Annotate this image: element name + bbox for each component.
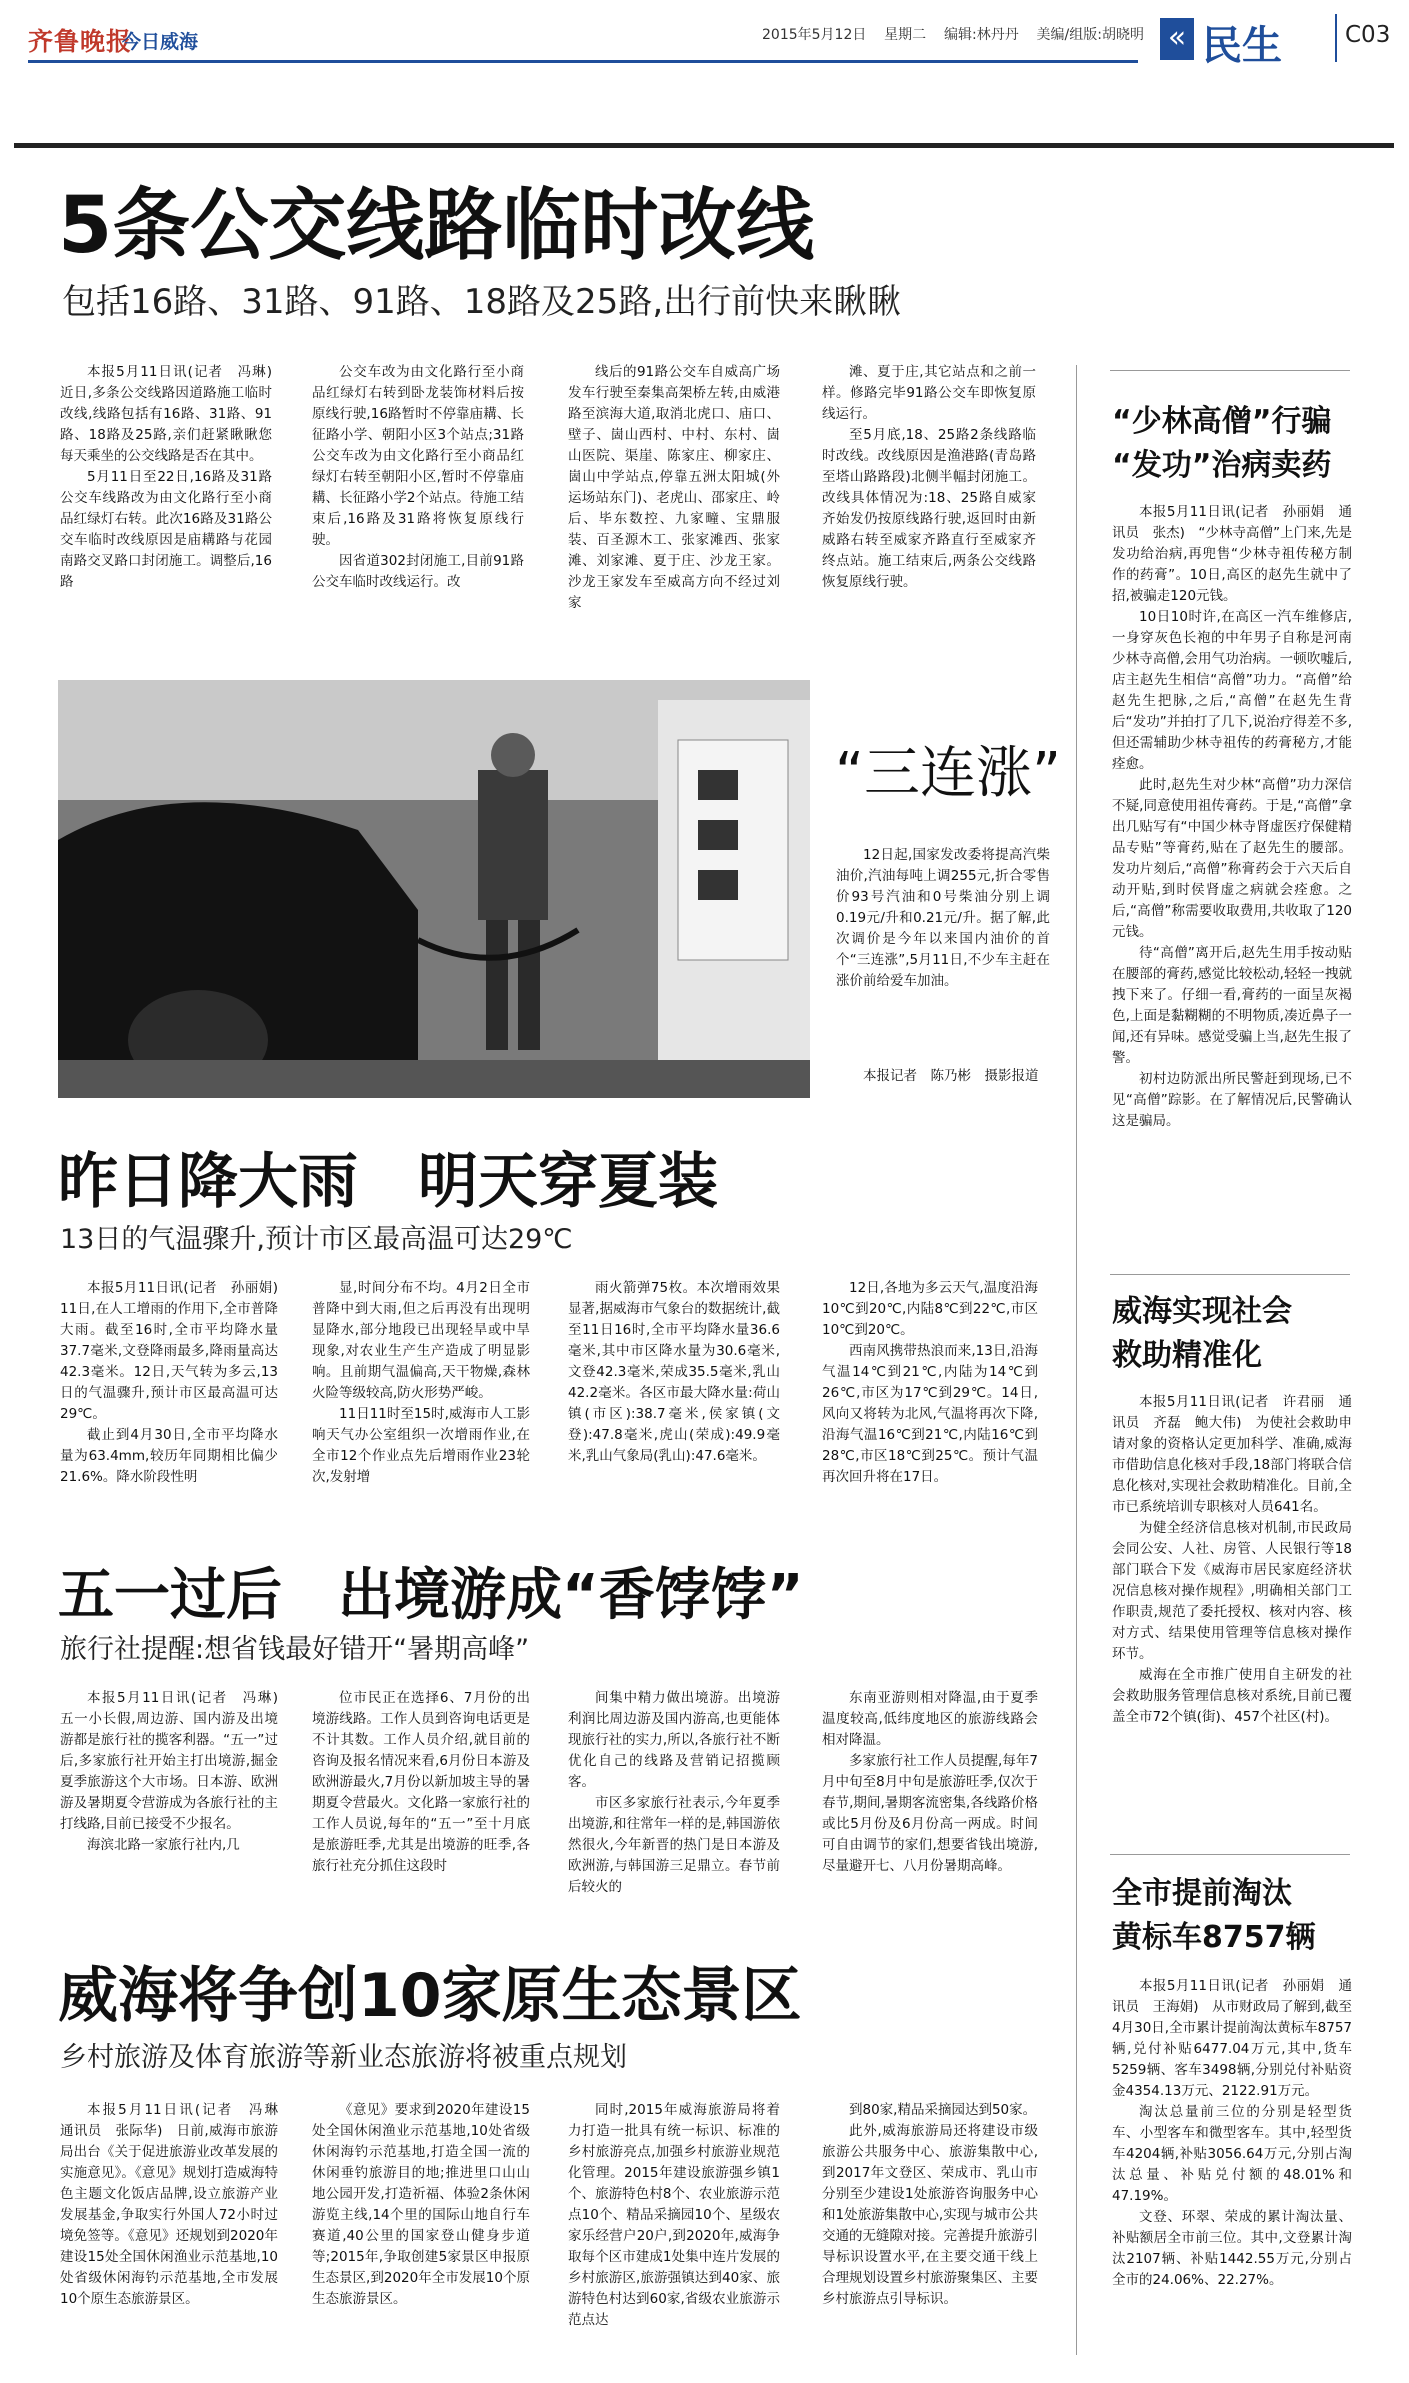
bus-column-3: 线后的91路公交车自威高广场发车行驶至秦集高架桥左转,由威港路至滨海大道,取消北虎口、庙口、壁子、崮山西村、中村、东村、崮山医院、渠崖、陈家庄、柳家庄、崮山中学站点,停靠五洲太阳城(外运场站东门)、老虎山、邵家庄、岭后、毕东数控、九家疃、宝鼎服装、百圣源木工、张家滩西、张家滩、刘家滩、夏于庄、沙龙王家。沙龙王家发车至威高方向不经过刘家 xyxy=(568,364,780,611)
fuel-credit: 本报记者 陈乃彬 摄影报道 xyxy=(863,1068,1039,1084)
weather-column-3: 雨火箭弹75枚。本次增雨效果显著,据威海市气象台的数据统计,截至11日16时,全市平均降水量36.6毫米,其中市区降水量为30.6毫米,文登42.3毫米,荣成35.5毫米,乳山42.2毫米。各区市最大降水量:荷山镇(市区):38.7毫米,侯家镇(文登):47.8毫米,虎山(荣成):49.9毫米,乳山气象局(乳山):47.6毫米。 xyxy=(568,1280,780,1464)
weather-headline: 昨日降大雨 明天穿夏装 xyxy=(58,1147,718,1217)
scenic-headline: 威海将争创10家原生态景区 xyxy=(58,1961,802,2031)
relief-headline: 威海实现社会 救助精准化 xyxy=(1112,1294,1292,1373)
page-number: C03 xyxy=(1345,22,1391,48)
bus-headline: 5条公交线路临时改线 xyxy=(58,181,815,271)
fuel-headline: “三连涨” xyxy=(835,741,1062,806)
travel-headline: 五一过后 出境游成“香饽饽” xyxy=(58,1563,804,1628)
edition-name: 今日威海 xyxy=(122,31,199,53)
relief-body: 本报5月11日讯(记者 许君丽 通讯员 齐磊 鲍大伟) 为使社会救助申请对象的资格认定更加科学、准确,威海市借助信息化核对手段,18部门将联合信息化核对,实现社会救助精准化。目前,全市已系统培训专职核对人员641名。 为健全经济信息核对机制,市民政局会同公安、人社、房管、人民银行等18部门联合下发《威海市居民家庭经济状况信息核对操作规程》,明确相关部门工作职责,规范了委托授权、核对内容、核对方式、结果使用管理等信息核对操作环节。 威海在全市推广使用自主研发的社会救助服务管理信息核对系统,目前已覆盖全市72个镇(街)、457个社区(村)。 xyxy=(1112,1394,1352,1725)
bus-column-1: 本报5月11日讯(记者 冯琳) 近日,多条公交线路因道路施工临时改线,线路包括有16路、31路、91路、18路及25路,亲们赶紧瞅瞅您每天乘坐的公交线路是否在其中。 5月11日至22日,16路及31路公交车线路改为由文化路行至小商品红绿灯右转。此次16路及31路公交车临时改线原因是庙耩路与花园南路交叉路口封闭施工。调整后,16路 xyxy=(60,364,286,590)
sidebar-shaolin-rule xyxy=(1110,370,1350,371)
top-rule xyxy=(14,143,1394,148)
masthead xyxy=(0,0,1409,80)
travel-column-2: 位市民正在选择6、7月份的出境游线路。工作人员到咨询电话更是不计其数。工作人员介绍,就目前的咨询及报名情况来看,6月份日本游及欧洲游最火,7月份以新加坡主导的暑期夏令营最火。文化路一家旅行社的工作人员说,每年的“五一”至十月底是旅游旺季,尤其是出境游的旺季,各旅行社充分抓住这段时 xyxy=(312,1690,530,1874)
sidebar-relief-rule xyxy=(1110,1274,1350,1275)
issue-date: 2015年5月12日 xyxy=(762,27,867,43)
page-divider xyxy=(1335,14,1337,62)
weather-column-4: 12日,各地为多云天气,温度沿海10℃到20℃,内陆8℃到22℃,市区10℃到20℃。 西南风携带热浪而来,13日,沿海气温14℃到21℃,内陆为14℃到26℃,市区为17℃到29℃。14日,风向又将转为北风,气温将再次下降,沿海气温16℃到21℃,内陆16℃到28℃,市区18℃到25℃。预计气温再次回升将在17日。 xyxy=(822,1280,1038,1485)
scenic-column-4: 到80家,精品采摘园达到50家。 此外,威海旅游局还将建设市级旅游公共服务中心、旅游集散中心,到2017年文登区、荣成市、乳山市分别至少建设1处旅游咨询服务中心和1处旅游集散中心,实现与城市公共交通的无缝隙对接。完善提升旅游引导标识设置水平,在主要交通干线上合理规划设置乡村旅游聚集区、主要乡村旅游点引导标识。 xyxy=(822,2102,1038,2307)
weather-subheadline: 13日的气温骤升,预计市区最高温可达29℃ xyxy=(60,1224,573,1255)
scenic-subheadline: 乡村旅游及体育旅游等新业态旅游将被重点规划 xyxy=(60,2042,627,2073)
shaolin-body: 本报5月11日讯(记者 孙丽娟 通讯员 张杰) “少林寺高僧”上门来,先是发功给治病,再兜售“少林寺祖传秘方制作的药膏”。10日,高区的赵先生就中了招,被骗走120元钱。 10日10时许,在高区一汽车维修店,一身穿灰色长袍的中年男子自称是河南少林寺高僧,会用气功治病。一顿吹嘘后,店主赵先生相信“高僧”功力。“高僧”给赵先生把脉,之后,“高僧”在赵先生背后“发功”并拍打了几下,说治疗得差不多,但还需辅助少林寺祖传的药膏秘方,才能痊愈。 此时,赵先生对少林“高僧”功力深信不疑,同意使用祖传膏药。于是,“高僧”拿出几贴写有“中国少林寺肾虚医疗保健精品专贴”等膏药,贴在了赵先生的腰部。发功片刻后,“高僧”称膏药会于六天后自动开贴,到时侯肾虚之病就会痊愈。之后,“高僧”称需要收取费用,共收取了120元钱。 待“高僧”离开后,赵先生用手按动贴在腰部的膏药,感觉比较松动,轻轻一拽就拽下来了。仔细一看,膏药的一面呈灰褐色,上面是黏糊糊的不明物质,凑近鼻子一闻,还有异味。感觉受骗上当,赵先生报了警。 初村边防派出所民警赶到现场,已不见“高僧”踪影。在了解情况后,民警确认这是骗局。 xyxy=(1112,504,1352,1129)
fuel-body: 12日起,国家发改委将提高汽柴油价,汽油每吨上调255元,折合零售价93号汽油和0号柴油分别上调0.19元/升和0.21元/升。据了解,此次调价是今年以来国内油价的首个“三连涨”,5月11日,不少车主赶在涨价前给爱车加油。 xyxy=(836,847,1050,989)
cars-headline: 全市提前淘汰 黄标车8757辆 xyxy=(1112,1876,1316,1955)
scenic-column-3: 同时,2015年威海旅游局将着力打造一批具有统一标识、标准的乡村旅游亮点,加强乡村旅游业规范化管理。2015年建设旅游强乡镇1个、旅游特色村8个、农业旅游示范点10个、精品采摘园10个、星级农家乐经营户20户,到2020年,威海争取每个区市建成1处集中连片发展的乡村旅游区,旅游强镇达到40家、旅游特色村达到60家,省级农业旅游示范点达 xyxy=(568,2102,780,2328)
photo-illustration xyxy=(58,680,810,1098)
cars-body: 本报5月11日讯(记者 孙丽娟 通讯员 王海娟) 从市财政局了解到,截至4月30日,全市累计提前淘汰黄标车8757辆,兑付补贴6477.04万元,其中,货车5259辆、客车3498辆,分别兑付补贴资金4354.13万元、2122.91万元。 淘汰总量前三位的分别是轻型货车、小型客车和微型客车。其中,轻型货车4204辆,补贴3056.64万元,分别占淘汰总量、补贴兑付额的48.01%和47.19%。 文登、环翠、荣成的累计淘汰量、补贴额居全市前三位。其中,文登累计淘汰2107辆、补贴1442.55万元,分别占全市的24.06%、22.27%。 xyxy=(1112,1978,1352,2288)
bus-subheadline: 包括16路、31路、91路、18路及25路,出行前快来瞅瞅 xyxy=(62,282,902,322)
travel-column-1: 本报5月11日讯(记者 冯琳) 五一小长假,周边游、国内游及出境游都是旅行社的揽客利器。“五一”过后,多家旅行社开始主打出境游,掘金夏季旅游这个大市场。日本游、欧洲游及暑期夏令营游成为各旅行社的主打线路,目前已接受不少报名。 海滨北路一家旅行社内,几 xyxy=(60,1690,292,1853)
scenic-column-1: 本报5月11日讯(记者 冯琳 通讯员 张际华) 日前,威海市旅游局出台《关于促进旅游业改革发展的实施意见》。《意见》规划打造威海特色主题文化饭店品牌,设立旅游产业发展基金,争取实行外国人72小时过境免签等。《意见》还规划到2020年建设15处全国休闲渔业示范基地,10处省级休闲海钓示范基地,全市发展10个原生态旅游景区。 xyxy=(60,2102,292,2307)
section-name: 民生 xyxy=(1202,23,1282,69)
travel-column-4: 东南亚游则相对降温,由于夏季温度较高,低纬度地区的旅游线路会相对降温。 多家旅行社工作人员提醒,每年7月中旬至8月中旬是旅游旺季,仅次于春节,期间,暑期客流密集,各线路价格或比5月份及6月份高一两成。时间可自由调节的家们,想要省钱出境游,尽量避开七、八月份暑期高峰。 xyxy=(822,1690,1038,1874)
shaolin-headline: “少林高僧”行骗 “发功”治病卖药 xyxy=(1112,404,1332,483)
bus-column-2: 公交车改为由文化路行至小商品红绿灯右转到卧龙装饰材料后按原线行驶,16路暂时不停靠庙耩、长征路小学、朝阳小区3个站点;31路公交车改为由文化路行至小商品红绿灯右转至朝阳小区,暂时不停靠庙耩、长征路小学2个站点。待施工结束后,16路及31路将恢复原线行驶。 因省道302封闭施工,目前91路公交车临时改线运行。改 xyxy=(312,364,524,590)
editor: 编辑:林丹丹 xyxy=(943,27,1019,43)
double-chevron-icon: « xyxy=(1160,18,1194,60)
scenic-column-2: 《意见》要求到2020年建设15处全国休闲渔业示范基地,10处省级休闲海钓示范基地,打造全国一流的休闲垂钓旅游目的地;推进里口山山地公园开发,打造祈福、体验2条休闲游览主线,14个里的国际山地自行车赛道,40公里的国家登山健身步道等;2015年,争取创建5家景区申报原生态景区,到2020年全市发展10个原生态旅游景区。 xyxy=(312,2102,530,2307)
gas-station-photo xyxy=(58,680,810,1098)
designer: 美编/组版:胡晓明 xyxy=(1036,27,1144,43)
issue-meta xyxy=(762,24,1144,44)
bus-column-4: 滩、夏于庄,其它站点和之前一样。修路完毕91路公交车即恢复原线运行。 至5月底,18、25路2条线路临时改线。改线原因是渔港路(青岛路至塔山路路段)北侧半幅封闭施工。改线具体情况为:18、25路自威家齐始发仍按原线路行驶,返回时由新威路右转至威家齐路直行至威家齐终点站。施工结束后,两条公交线路恢复原线行驶。 xyxy=(822,364,1036,590)
issue-weekday: 星期二 xyxy=(884,27,927,43)
masthead-rule xyxy=(28,60,1138,63)
sidebar-cars-rule xyxy=(1110,1854,1350,1855)
paper-logo: 齐鲁晚报 xyxy=(28,27,133,56)
weather-column-1: 本报5月11日讯(记者 孙丽娟) 11日,在人工增雨的作用下,全市普降大雨。截至16时,全市平均降水量37.7毫米,文登降雨最多,降雨量高达42.3毫米。12日,天气转为多云,13日的气温骤升,预计市区最高温可达29℃。 截止到4月30日,全市平均降水量为63.4mm,较历年同期相比偏少21.6%。降水阶段性明 xyxy=(60,1280,292,1485)
weather-column-2: 显,时间分布不均。4月2日全市普降中到大雨,但之后再没有出现明显降水,部分地段已出现轻旱或中旱现象,对农业生产生产造成了明显影响。且前期气温偏高,天干物燥,森林火险等级较高,防火形势严峻。 11日11时至15时,威海市人工影响天气办公室组织一次增雨作业,在全市12个作业点先后增雨作业23轮次,发射增 xyxy=(312,1280,530,1485)
travel-subheadline: 旅行社提醒:想省钱最好错开“暑期高峰” xyxy=(60,1634,530,1665)
travel-column-3: 间集中精力做出境游。出境游利润比周边游及国内游高,也更能体现旅行社的实力,所以,各旅行社不断优化自己的线路及营销记招揽顾客。 市区多家旅行社表示,今年夏季出境游,和往常年一样的是,韩国游依然很火,今年新晋的热门是日本游及欧洲游,与韩国游三足鼎立。春节前后较火的 xyxy=(568,1690,780,1895)
sidebar-rule xyxy=(1076,365,1077,2355)
